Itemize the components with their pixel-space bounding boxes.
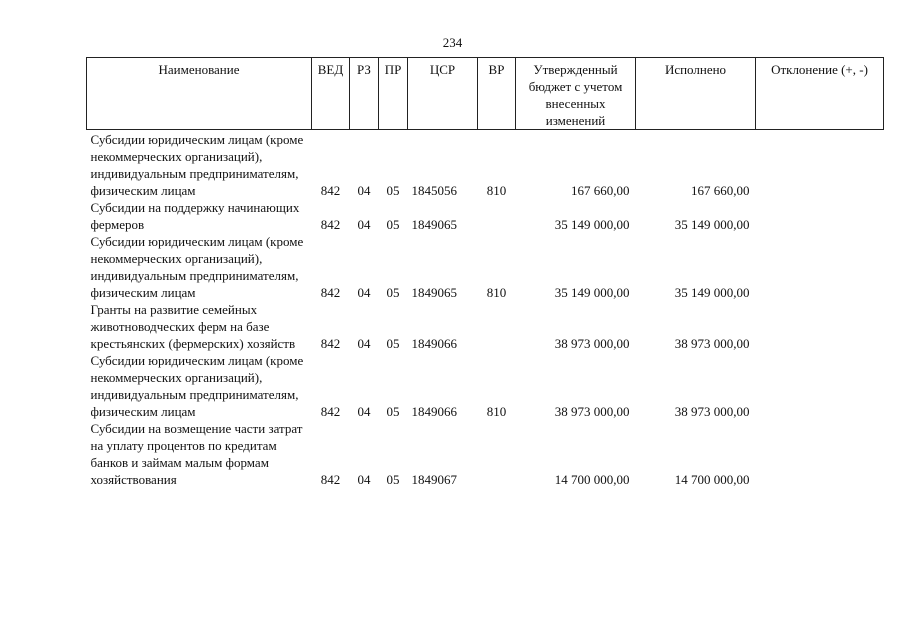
row-csr: 1849066 — [411, 404, 457, 419]
row-rz: 04 — [357, 285, 371, 300]
row-rz: 04 — [357, 472, 371, 487]
row-ved: 842 — [320, 336, 341, 351]
row-vr: 810 — [486, 285, 507, 300]
row-vr: 810 — [486, 404, 507, 419]
row-pr: 05 — [386, 472, 400, 487]
row-ved: 842 — [320, 472, 341, 487]
row-approved: 167 660,00 — [571, 183, 630, 198]
row-name: Субсидии юридическим лицам (кроме некоммерческих организаций), индивидуальным предпринимателям, физическим лицам — [90, 234, 304, 300]
table-header-row — [87, 58, 884, 130]
row-approved: 35 149 000,00 — [554, 285, 630, 300]
row-approved: 38 973 000,00 — [554, 336, 630, 351]
row-approved: 38 973 000,00 — [554, 404, 630, 419]
row-deviation — [756, 352, 884, 420]
header-csr: ЦСР — [408, 58, 478, 130]
row-vr: 810 — [486, 183, 507, 198]
row-ved: 842 — [320, 285, 341, 300]
row-rz: 04 — [357, 404, 371, 419]
table-row — [87, 301, 884, 352]
row-rz: 04 — [357, 217, 371, 232]
row-vr — [478, 199, 516, 233]
row-ved: 842 — [320, 183, 341, 198]
header-rz: РЗ — [350, 58, 379, 130]
row-pr: 05 — [386, 217, 400, 232]
header-vr: ВР — [478, 58, 516, 130]
row-csr: 1849065 — [411, 217, 457, 232]
table-row — [87, 130, 884, 200]
header-pr: ПР — [379, 58, 408, 130]
row-deviation — [756, 301, 884, 352]
row-csr: 1845056 — [411, 183, 457, 198]
row-ved: 842 — [320, 217, 341, 232]
row-name: Субсидии юридическим лицам (кроме некоммерческих организаций), индивидуальным предпринимателям, физическим лицам — [90, 132, 304, 198]
row-pr: 05 — [386, 285, 400, 300]
row-deviation — [756, 199, 884, 233]
row-name: Субсидии юридическим лицам (кроме некоммерческих организаций), индивидуальным предпринимателям, физическим лицам — [90, 353, 304, 419]
row-name: Субсидии на возмещение части затрат на уплату процентов по кредитам банков и займам малым формам хозяйствования — [90, 421, 303, 487]
row-pr: 05 — [386, 183, 400, 198]
row-executed: 38 973 000,00 — [674, 336, 750, 351]
row-executed: 35 149 000,00 — [674, 217, 750, 232]
row-vr — [478, 301, 516, 352]
row-rz: 04 — [357, 183, 371, 198]
row-rz: 04 — [357, 336, 371, 351]
table-row — [87, 352, 884, 420]
budget-table — [86, 57, 884, 488]
header-deviation: Отклонение (+, -) — [756, 58, 884, 130]
header-executed: Исполнено — [636, 58, 756, 130]
table-row — [87, 199, 884, 233]
header-ved: ВЕД — [312, 58, 350, 130]
row-executed: 35 149 000,00 — [674, 285, 750, 300]
row-approved: 35 149 000,00 — [554, 217, 630, 232]
row-executed: 14 700 000,00 — [674, 472, 750, 487]
row-csr: 1849067 — [411, 472, 457, 487]
header-name: Наименование — [87, 58, 312, 130]
row-deviation — [756, 130, 884, 200]
row-name: Субсидии на поддержку начинающих фермеров — [90, 200, 300, 232]
table-row — [87, 420, 884, 488]
row-pr: 05 — [386, 404, 400, 419]
row-name: Гранты на развитие семейных животноводческих ферм на базе крестьянских (фермерских) хозяйств — [90, 302, 296, 351]
row-csr: 1849066 — [411, 336, 457, 351]
row-ved: 842 — [320, 404, 341, 419]
row-vr — [478, 420, 516, 488]
header-approved: Утвержденный бюджет с учетом внесенных изменений — [516, 58, 636, 130]
row-csr: 1849065 — [411, 285, 457, 300]
row-pr: 05 — [386, 336, 400, 351]
page-number: 234 — [442, 35, 463, 50]
row-deviation — [756, 233, 884, 301]
row-approved: 14 700 000,00 — [554, 472, 630, 487]
row-executed: 38 973 000,00 — [674, 404, 750, 419]
table-row — [87, 233, 884, 301]
row-executed: 167 660,00 — [691, 183, 750, 198]
row-deviation — [756, 420, 884, 488]
